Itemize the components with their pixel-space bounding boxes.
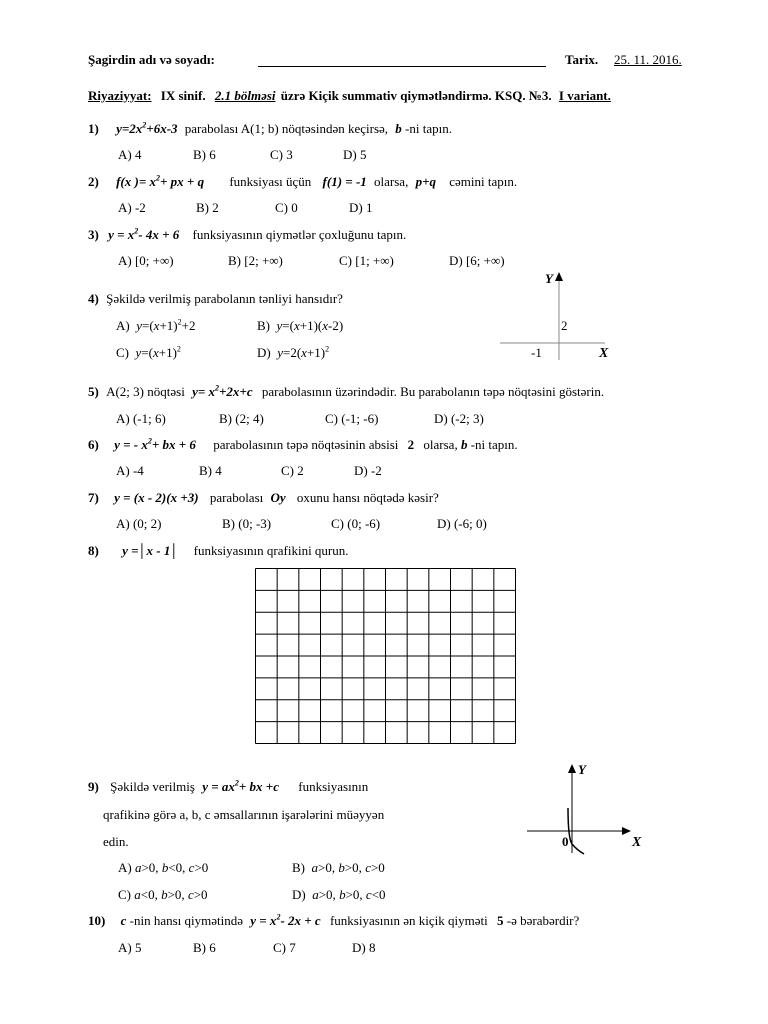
q9-formula: y = ax	[202, 779, 235, 794]
q6-option-a[interactable]: A) -4	[116, 463, 144, 478]
q10-option-c[interactable]: C) 7	[273, 940, 296, 955]
q9-option-c[interactable]: C) a<0, b>0, c>0	[118, 887, 208, 902]
date-value: 25. 11. 2016.	[614, 52, 682, 67]
q1-text: parabolası A(1; b) nöqtəsindən keçirsə,	[184, 121, 389, 136]
q5-option-b[interactable]: B) (2; 4)	[219, 411, 264, 426]
q6-text: parabolasının təpə nöqtəsinin absisi	[213, 437, 399, 452]
q3-number: 3)	[88, 227, 99, 242]
q4-number: 4)	[88, 291, 99, 306]
q1-number: 1)	[88, 121, 99, 136]
q5-option-a[interactable]: A) (-1; 6)	[116, 411, 166, 426]
q9-x-label: X	[632, 835, 642, 850]
q7-option-a[interactable]: A) (0; 2)	[116, 516, 162, 531]
q1-option-b[interactable]: B) 6	[193, 147, 216, 162]
q2-option-a[interactable]: A) -2	[118, 200, 146, 215]
q8-text: funksiyasının qrafikini qurun.	[193, 543, 349, 558]
q1-option-d[interactable]: D) 5	[343, 147, 367, 162]
q4-option-b[interactable]: B) y=(x+1)(x-2)	[257, 318, 344, 333]
q4-text: Şəkildə verilmiş parabolanın tənliyi hansıdır?	[106, 291, 343, 306]
q3-option-c[interactable]: C) [1; +∞)	[339, 253, 394, 268]
question-10: 10) c -nin hansı qiymətində $y = x^2-$ 2x + c funksiyasının ən kiçik qiyməti 5 -ə bərabərdir?	[88, 912, 580, 928]
q4-x-label: X	[599, 346, 609, 361]
q9-option-d[interactable]: D) a>0, b>0, c<0	[292, 887, 386, 902]
q4-tick-x: -1	[531, 345, 542, 360]
q9-number: 9)	[88, 779, 99, 794]
q7-formula: y = (x - 2)(x +3)	[114, 490, 199, 505]
q7-number: 7)	[88, 490, 99, 505]
section: 2.1 bölməsi	[214, 88, 276, 103]
name-blank-line[interactable]	[258, 66, 546, 67]
variant: I variant.	[558, 88, 611, 103]
q9-graph	[522, 758, 652, 858]
q9-origin-label: 0	[562, 834, 569, 849]
q3-option-b[interactable]: B) [2; +∞)	[228, 253, 283, 268]
q4-y-arrow-icon	[555, 272, 563, 281]
question-8	[88, 543, 349, 559]
q5-number: 5)	[88, 384, 99, 399]
q9-x-arrow-icon	[622, 827, 631, 835]
q5-option-c[interactable]: C) (-1; -6)	[325, 411, 379, 426]
q2-text: funksiyası üçün	[229, 174, 312, 189]
q9-y-label: Y	[578, 762, 586, 777]
q7-option-d[interactable]: D) (-6; 0)	[437, 516, 487, 531]
q9-text-line3: edin.	[103, 834, 129, 849]
q4-tick-y: 2	[561, 318, 568, 333]
q4-graph	[495, 268, 625, 368]
q4-option-c[interactable]: C) $y=(x+1)^2$	[116, 344, 181, 360]
q10-text: funksiyasının ən kiçik qiyməti	[329, 913, 488, 928]
q8-answer-grid[interactable]	[255, 568, 516, 744]
subject: Riyaziyyat:	[88, 88, 152, 103]
q3-option-a[interactable]: A) [0; +∞)	[118, 253, 174, 268]
question-6: 6) y = - $x^2+$ bx + 6 parabolasının təpə nöqtəsinin absisi 2 olarsa, b -ni tapın.	[88, 436, 518, 452]
q9-y-arrow-icon	[568, 764, 576, 773]
q7-text: parabolası	[209, 490, 264, 505]
q2-formula: f(x )= x	[116, 174, 156, 189]
q9-option-a[interactable]: A) a>0, b<0, c>0	[118, 860, 209, 875]
q6-option-d[interactable]: D) -2	[354, 463, 382, 478]
q4-option-d[interactable]: D) $y=2(x+1)^2$	[257, 344, 330, 360]
q2-option-b[interactable]: B) 2	[196, 200, 219, 215]
q9-text-line2: qrafikinə görə a, b, c əmsallarının işarələrini müəyyən	[103, 807, 385, 822]
question-2: 2) f(x )= $x^2+$ px + q funksiyası üçün f(1) = -1 olarsa, p+q cəmini tapın.	[88, 173, 518, 189]
q9-option-b[interactable]: B) a>0, b>0, c>0	[292, 860, 385, 875]
q1-option-a[interactable]: A) 4	[118, 147, 142, 162]
q6-formula: y = - x	[114, 437, 148, 452]
q10-formula: y = x	[250, 913, 277, 928]
q8-formula: y =│x - 1│	[122, 543, 179, 558]
q5-formula: y= x	[192, 384, 215, 399]
question-9: 9) Şəkildə verilmiş $y = ax^2+$ bx +c funksiyasının	[88, 778, 369, 794]
q6-number: 6)	[88, 437, 99, 452]
q6-option-b[interactable]: B) 4	[199, 463, 222, 478]
q5-text: parabolasının üzərindədir. Bu parabolanın təpə nöqtəsini göstərin.	[261, 384, 605, 399]
q3-formula: y = x	[108, 227, 135, 242]
q5-option-d[interactable]: D) (-2; 3)	[434, 411, 484, 426]
name-label: Şagirdin adı və soyadı:	[88, 52, 215, 67]
q4-option-a[interactable]: A) $y=(x+1)^2+2$	[116, 317, 196, 333]
date-label: Tarix.	[565, 52, 599, 67]
q2-number: 2)	[88, 174, 99, 189]
q10-option-b[interactable]: B) 6	[193, 940, 216, 955]
q10-option-a[interactable]: A) 5	[118, 940, 142, 955]
q10-number: 10)	[88, 913, 106, 928]
question-4	[88, 291, 343, 307]
q7-option-c[interactable]: C) (0; -6)	[331, 516, 381, 531]
q1-formula: y=2x	[116, 121, 143, 136]
subtitle	[88, 88, 611, 104]
q10-option-d[interactable]: D) 8	[352, 940, 376, 955]
question-5: 5) A(2; 3) nöqtəsi $y= x^2+2x+c$ parabolasının üzərindədir. Bu parabolanın təpə nöqtəsini göstərin.	[88, 383, 605, 399]
q3-option-d[interactable]: D) [6; +∞)	[449, 253, 505, 268]
q4-y-label: Y	[545, 271, 553, 286]
q2-option-c[interactable]: C) 0	[275, 200, 298, 215]
q7-option-b[interactable]: B) (0; -3)	[222, 516, 272, 531]
subtitle-rest: üzrə Kiçik summativ qiymətləndirmə. KSQ. №3.	[280, 88, 552, 103]
question-3: 3) $y = x^2-$ 4x + 6 funksiyasının qiymətlər çoxluğunu tapın.	[88, 226, 407, 242]
q2-option-d[interactable]: D) 1	[349, 200, 373, 215]
q1-option-c[interactable]: C) 3	[270, 147, 293, 162]
q8-number: 8)	[88, 543, 99, 558]
question-1: 1) $y=2x^2+6x-3$ parabolası A(1; b) nöqtəsindən keçirsə, b -ni tapın.	[88, 120, 452, 136]
grade: IX sinif.	[160, 88, 206, 103]
question-7: 7) y = (x - 2)(x +3) parabolası Oy oxunu hansı nöqtədə kəsir?	[88, 490, 439, 505]
q6-option-c[interactable]: C) 2	[281, 463, 304, 478]
q3-text: funksiyasının qiymətlər çoxluğunu tapın.	[192, 227, 407, 242]
